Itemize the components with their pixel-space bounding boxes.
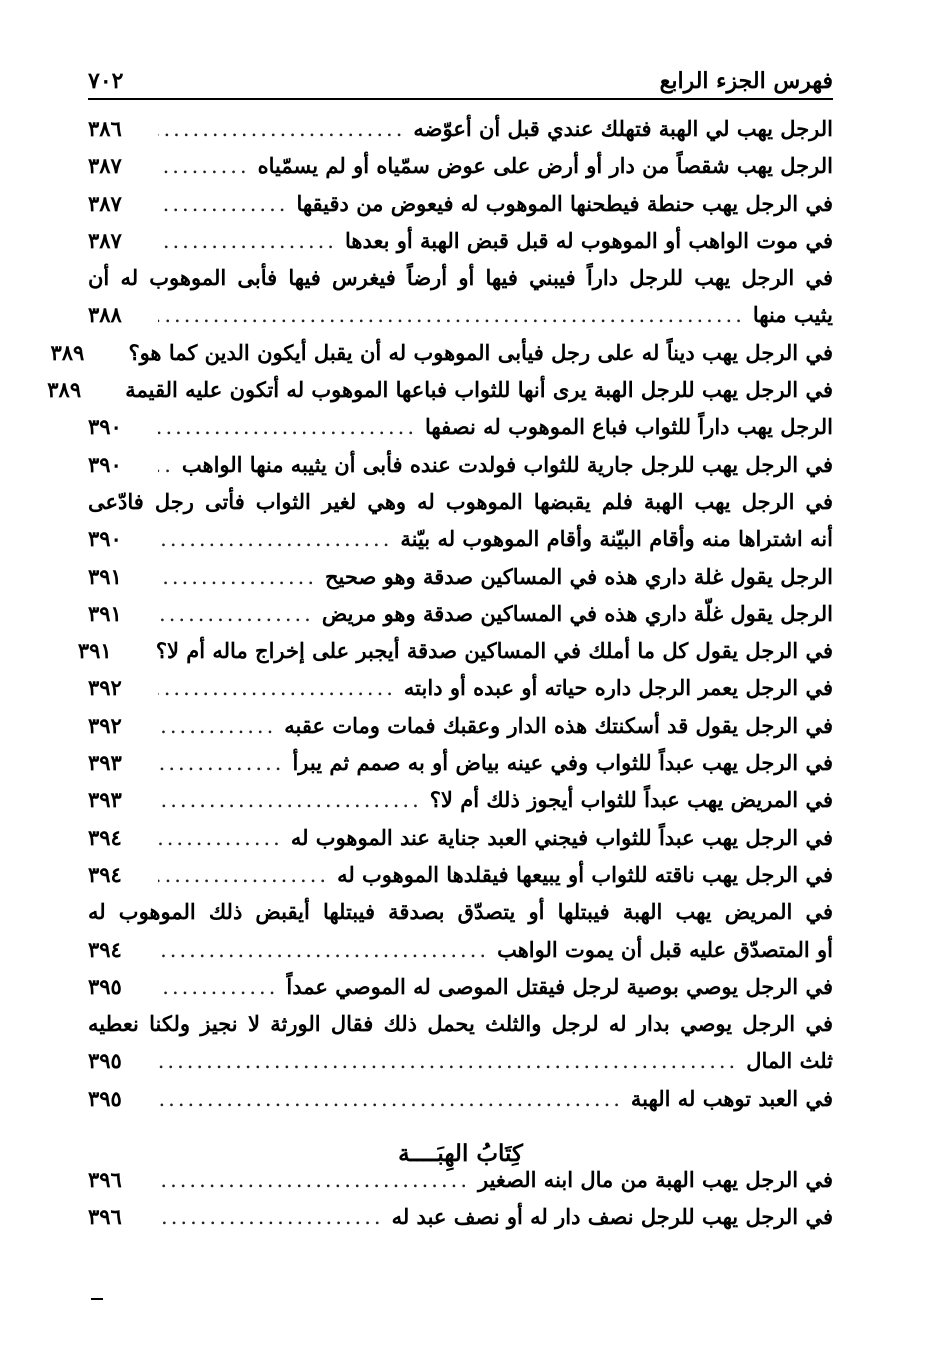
entry-page-number: ٣٩٤ <box>88 861 122 887</box>
entry-page-number: ٣٨٨ <box>88 302 122 328</box>
leader-dots <box>158 303 745 327</box>
entry-text: في الرجل يقول قد أسكنتك هذه الدار وعقبك فمات ومات عقبه <box>284 712 833 738</box>
index-entry <box>88 1167 833 1204</box>
entry-text: في الرجل يهب ديناً له على رجل فيأبى الموهوب له أن يقبل أيكون الدين كما هو؟ <box>128 339 833 365</box>
leader-dots <box>158 1205 384 1229</box>
entry-text: في الرجل يوصي بوصية لرجل فيقتل الموصى له الموصي عمداً <box>286 973 833 999</box>
entry-text: الرجل يهب شقصاً من دار أو أرض على عوض سمّياه أو لم يسمّياه <box>257 153 833 179</box>
entry-text: الرجل يقول غلة داري هذه في المساكين صدقة وهو صحيح <box>325 563 833 589</box>
index-entry <box>88 228 833 265</box>
entry-text: في الرجل يهب الهبة من مال ابنه الصغير <box>478 1167 833 1193</box>
header-rule <box>88 98 833 100</box>
entry-page-number: ٣٨٦ <box>88 116 122 141</box>
entry-text: في الرجل يهب حنطة فيطحنها الموهوب له فيعوض من دقيقها <box>296 190 833 216</box>
leader-dots <box>158 1087 623 1111</box>
page-number: ٧٠٢ <box>88 68 124 94</box>
entry-page-number: ٣٩٢ <box>88 675 122 701</box>
entry-page-number: ٣٩٥ <box>88 1085 122 1111</box>
leader-dots <box>158 527 392 551</box>
leader-dots <box>158 117 405 141</box>
entry-page-number: ٣٩٥ <box>88 973 122 999</box>
entry-text: ثلث المال <box>746 1048 833 1074</box>
leader-dots <box>158 415 417 439</box>
index-entry <box>88 750 833 787</box>
entry-page-number: ٣٩٤ <box>88 936 122 962</box>
entry-page-number: ٣٩١ <box>88 563 122 589</box>
entry-page-number: ٣٨٩ <box>47 377 82 403</box>
entry-page-number: ٣٨٩ <box>50 339 85 365</box>
index-entry <box>88 1048 833 1085</box>
entry-text: في الرجل يعمر الرجل داره حياته أو عبده أو دابته <box>403 675 833 701</box>
entry-page-number: ٣٨٧ <box>88 190 122 216</box>
leader-dots <box>158 826 283 850</box>
entry-text: في المريض يهب عبداً للثواب أيجوز ذلك أم لا؟ <box>429 787 833 813</box>
leader-dots <box>158 154 250 178</box>
index-entry <box>88 899 833 936</box>
leader-dots <box>158 714 276 738</box>
index-entry <box>88 116 833 153</box>
entry-text: في الرجل يقول كل ما أملك في المساكين صدقة أيجبر على إخراج ماله أم لا؟ <box>155 638 833 664</box>
index-entry <box>88 675 833 712</box>
entry-text: يثيب منها <box>752 302 833 328</box>
entry-text: الرجل يقول غلّة داري هذه في المساكين صدقة وهو مريض <box>321 600 833 626</box>
footnote-mark <box>91 1298 103 1300</box>
entry-page-number: ٣٩٣ <box>88 750 122 776</box>
section-title: كِتَابُ الهِبَــــة <box>398 1140 523 1168</box>
index-entry <box>88 153 833 190</box>
index-entry <box>88 452 833 489</box>
entry-text: في الرجل يهب للرجل داراً فيبني فيها أو أرضاً فيغرس فيها فأبى الموهوب له أن <box>88 265 833 291</box>
leader-dots <box>158 602 314 626</box>
entry-page-number: ٣٩١ <box>88 600 122 626</box>
index-entry <box>88 825 833 862</box>
entry-text: في الرجل يوصي بدار له لرجل والثلث يحمل ذلك فقال الورثة لا نجيز ولكنا نعطيه <box>88 1011 833 1037</box>
leader-dots <box>158 453 174 477</box>
index-entry <box>88 1011 833 1048</box>
leader-dots <box>158 192 288 216</box>
index-entry <box>88 302 833 339</box>
entry-page-number: ٣٩٢ <box>88 712 122 738</box>
entry-text: في العبد توهب له الهبة <box>630 1085 833 1111</box>
index-entry <box>88 601 833 638</box>
entry-text: في الرجل يهب للرجل جارية للثواب فولدت عنده فأبى أن يثيبه منها الواهب <box>181 451 833 477</box>
index-entry <box>50 339 833 377</box>
index-entry <box>88 489 833 526</box>
leader-dots <box>158 863 329 887</box>
entry-text: في الرجل يهب للرجل نصف دار له أو نصف عبد له <box>391 1204 833 1230</box>
leader-dots <box>158 676 396 700</box>
entry-page-number: ٣٩٦ <box>88 1167 122 1193</box>
leader-dots <box>158 1168 470 1192</box>
leader-dots <box>158 229 337 253</box>
leader-dots <box>158 938 489 962</box>
entry-page-number: ٣٩٤ <box>88 824 122 850</box>
entry-text: في الرجل يهب عبداً للثواب وفي عينه بياض أو به صمم ثم يبرأ <box>292 750 833 776</box>
index-entry <box>88 787 833 824</box>
leader-dots <box>158 751 284 775</box>
entry-page-number: ٣٩٠ <box>88 414 122 440</box>
entry-text: في الرجل يهب عبداً للثواب فيجني العبد جناية عند الموهوب له <box>290 824 833 850</box>
index-entry <box>88 974 833 1011</box>
leader-dots <box>158 788 422 812</box>
index-entry <box>88 564 833 601</box>
index-entry <box>77 638 833 675</box>
index-entry <box>88 937 833 974</box>
entry-text: في الرجل يهب ناقته للثواب أو يبيعها فيقلدها الموهوب له <box>337 861 833 887</box>
index-entry <box>88 862 833 899</box>
index-entry <box>47 377 833 414</box>
entry-text: الرجل يهب لي الهبة فتهلك عندي قبل أن أعوّضه <box>413 116 833 141</box>
entry-page-number: ٣٩٠ <box>88 526 122 552</box>
entry-text: في الرجل يهب الهبة فلم يقبضها الموهوب له وهي لغير الثواب فأتى رجل فادّعى <box>88 488 833 514</box>
entry-text: أو المتصدّق عليه قبل أن يموت الواهب <box>497 936 833 962</box>
index-entry <box>88 265 833 302</box>
index-entry <box>88 1086 833 1123</box>
entry-text: في موت الواهب أو الموهوب له قبل قبض الهبة أو بعدها <box>344 227 833 253</box>
index-entry <box>88 526 833 563</box>
index-entry <box>88 1204 833 1241</box>
entry-text: الرجل يهب داراً للثواب فباع الموهوب له نصفها <box>425 414 833 440</box>
header-title: فهرس الجزء الرابع <box>659 68 833 94</box>
entry-text: في المريض يهب الهبة فيبتلها أو يتصدّق بصدقة فيبتلها أيقبض ذلك الموهوب له <box>88 899 833 925</box>
entry-text: في الرجل يهب للرجل الهبة يرى أنها للثواب فباعها الموهوب له أتكون عليه القيمة <box>125 377 833 403</box>
index-entry <box>88 414 833 451</box>
entry-page-number: ٣٩٥ <box>88 1048 122 1074</box>
entry-page-number: ٣٩٠ <box>88 451 122 477</box>
entry-page-number: ٣٩١ <box>77 638 112 664</box>
page-header <box>88 62 833 94</box>
entry-text: أنه اشتراها منه وأقام البيّنة وأقام الموهوب له بيّنة <box>400 526 833 552</box>
entry-page-number: ٣٨٧ <box>88 153 122 179</box>
entry-page-number: ٣٨٧ <box>88 227 122 253</box>
index-entry <box>88 191 833 228</box>
leader-dots <box>158 565 317 589</box>
leader-dots <box>158 1049 738 1073</box>
entry-page-number: ٣٩٦ <box>88 1204 122 1230</box>
index-entries <box>47 116 833 1242</box>
leader-dots <box>158 975 278 999</box>
entry-page-number: ٣٩٣ <box>88 787 122 813</box>
index-entry <box>88 713 833 750</box>
